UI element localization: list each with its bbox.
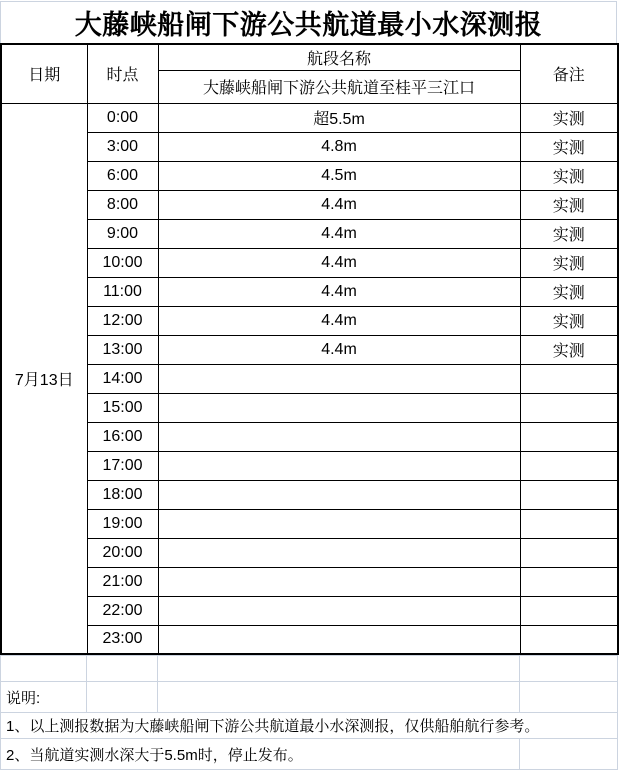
remark-cell: 实测 (520, 248, 618, 277)
table-row (1, 132, 618, 161)
depth-cell (158, 625, 520, 654)
table-row (1, 103, 618, 132)
empty-row (1, 656, 618, 682)
remark-cell (520, 393, 618, 422)
notes-label: 说明: (1, 682, 87, 713)
data-rows (1, 44, 618, 654)
remark-cell: 实测 (520, 306, 618, 335)
table-row (1, 480, 618, 509)
header-row-1 (1, 44, 618, 70)
remark-cell (520, 596, 618, 625)
remark-cell: 实测 (520, 219, 618, 248)
time-cell: 21:00 (87, 567, 158, 596)
table-row (1, 219, 618, 248)
date-column-header: 日期 (1, 44, 87, 103)
empty-cell (520, 739, 618, 770)
table-row (1, 161, 618, 190)
table-row (1, 364, 618, 393)
section-name-subheader: 大藤峡船闸下游公共航道至桂平三江口 (158, 70, 520, 103)
depth-cell: 4.4m (158, 306, 520, 335)
depth-cell (158, 596, 520, 625)
table-row (1, 625, 618, 654)
depth-report-table (0, 43, 619, 655)
depth-cell (158, 480, 520, 509)
depth-cell (158, 509, 520, 538)
depth-cell (158, 567, 520, 596)
remark-cell (520, 480, 618, 509)
time-cell: 14:00 (87, 364, 158, 393)
note-row-2 (1, 739, 618, 770)
depth-cell (158, 422, 520, 451)
time-cell: 11:00 (87, 277, 158, 306)
depth-cell: 4.5m (158, 161, 520, 190)
depth-cell (158, 538, 520, 567)
table-row (1, 509, 618, 538)
table-row (1, 567, 618, 596)
time-cell: 12:00 (87, 306, 158, 335)
time-cell: 3:00 (87, 132, 158, 161)
remark-cell: 实测 (520, 161, 618, 190)
empty-cell (1, 656, 87, 682)
empty-cell (87, 656, 158, 682)
table-row (1, 306, 618, 335)
depth-cell: 4.8m (158, 132, 520, 161)
remark-cell (520, 509, 618, 538)
remark-cell (520, 451, 618, 480)
depth-cell: 4.4m (158, 335, 520, 364)
remark-cell (520, 567, 618, 596)
section-column-header: 航段名称 (158, 44, 520, 70)
table-row (1, 190, 618, 219)
remark-cell (520, 364, 618, 393)
empty-cell (87, 682, 158, 713)
note-text-2: 2、当航道实测水深大于5.5m时，停止发布。 (1, 739, 520, 770)
table-row (1, 596, 618, 625)
empty-cell (520, 656, 618, 682)
depth-cell: 4.4m (158, 219, 520, 248)
time-cell: 0:00 (87, 103, 158, 132)
time-cell: 15:00 (87, 393, 158, 422)
table-row (1, 277, 618, 306)
empty-cell (158, 682, 520, 713)
report-title: 大藤峡船闸下游公共航道最小水深测报 (0, 1, 617, 43)
table-row (1, 248, 618, 277)
remark-cell (520, 422, 618, 451)
remark-cell: 实测 (520, 190, 618, 219)
depth-cell (158, 451, 520, 480)
time-cell: 18:00 (87, 480, 158, 509)
time-cell: 6:00 (87, 161, 158, 190)
remark-cell (520, 625, 618, 654)
depth-cell: 超5.5m (158, 103, 520, 132)
remark-cell: 实测 (520, 103, 618, 132)
time-cell: 8:00 (87, 190, 158, 219)
table-row (1, 335, 618, 364)
empty-cell (520, 682, 618, 713)
depth-cell (158, 393, 520, 422)
time-cell: 16:00 (87, 422, 158, 451)
time-cell: 19:00 (87, 509, 158, 538)
depth-cell: 4.4m (158, 248, 520, 277)
empty-cell (158, 656, 520, 682)
depth-cell: 4.4m (158, 277, 520, 306)
remark-cell (520, 538, 618, 567)
time-cell: 9:00 (87, 219, 158, 248)
depth-cell (158, 364, 520, 393)
time-cell: 23:00 (87, 625, 158, 654)
time-column-header: 时点 (87, 44, 158, 103)
remark-cell: 实测 (520, 132, 618, 161)
time-cell: 20:00 (87, 538, 158, 567)
table-row (1, 422, 618, 451)
table-row (1, 451, 618, 480)
note-row-1 (1, 713, 618, 739)
time-cell: 22:00 (87, 596, 158, 625)
remark-column-header: 备注 (520, 44, 618, 103)
notes-section (0, 655, 618, 770)
time-cell: 17:00 (87, 451, 158, 480)
remark-cell: 实测 (520, 335, 618, 364)
notes-label-row (1, 682, 618, 713)
table-row (1, 538, 618, 567)
depth-cell: 4.4m (158, 190, 520, 219)
note-text-1: 1、以上测报数据为大藤峡船闸下游公共航道最小水深测报，仅供船舶航行参考。 (1, 713, 618, 739)
time-cell: 10:00 (87, 248, 158, 277)
time-cell: 13:00 (87, 335, 158, 364)
table-row (1, 393, 618, 422)
date-cell: 7月13日 (1, 103, 87, 654)
remark-cell: 实测 (520, 277, 618, 306)
